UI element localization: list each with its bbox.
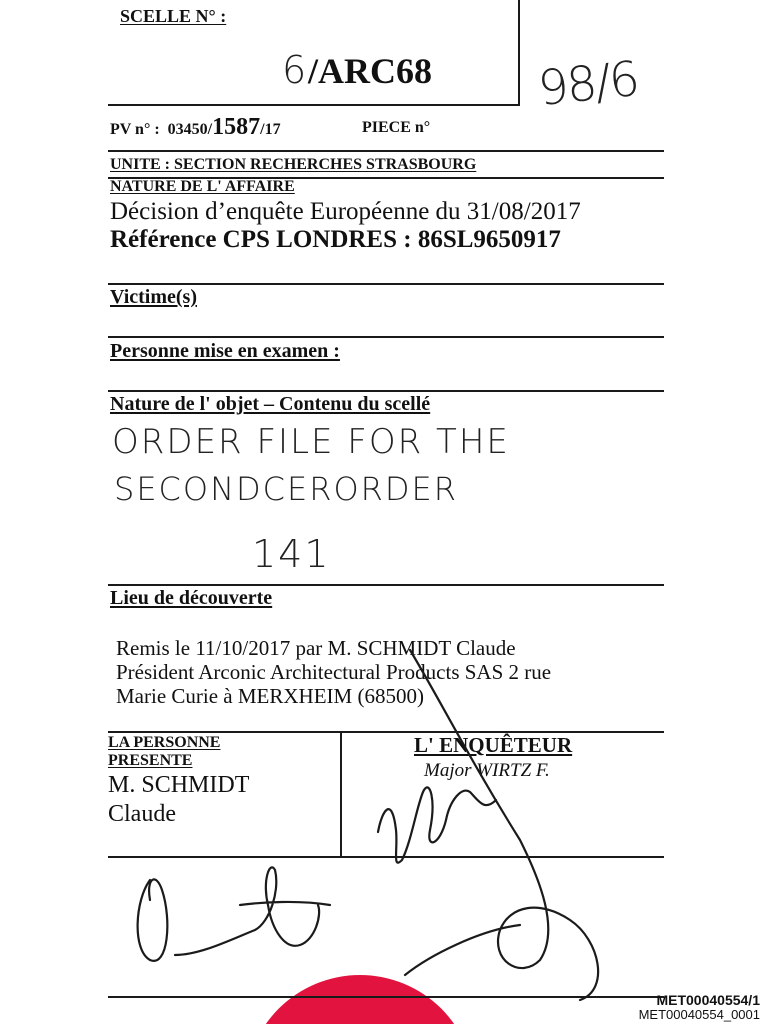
victimes-label: Victime(s): [110, 286, 197, 308]
nature-affaire-label: NATURE DE L' AFFAIRE: [110, 178, 295, 195]
lieu-line-2: Président Arconic Architectural Products SAS 2 rue: [116, 660, 552, 684]
pv-label: PV n° :: [110, 121, 160, 138]
personne-examen-label: Personne mise en examen :: [110, 340, 340, 362]
contenu-hand-line-1: ORDER FILE FOR THE: [112, 422, 510, 462]
affaire-line-2: Référence CPS LONDRES : 86SL9650917: [110, 226, 561, 253]
personne-presente-label-1: LA PERSONNE: [108, 734, 221, 751]
pv-main: 1587: [212, 114, 261, 140]
piece-label: PIECE n°: [362, 119, 431, 136]
lieu-line-1: Remis le 11/10/2017 par M. SCHMIDT Claude: [116, 636, 516, 660]
nature-objet-label: Nature de l' objet – Contenu du scellé: [110, 393, 431, 415]
corner-handwritten-number: 98/6: [535, 50, 641, 118]
personne-presente-name-1: M. SCHMIDT: [108, 772, 250, 798]
stamp-bottom-rule: [108, 996, 664, 998]
scelle-number-handwritten: 6: [282, 48, 307, 92]
lieu-label: Lieu de découverte: [110, 587, 273, 609]
personne-presente-name-2: Claude: [108, 801, 176, 827]
pv-prefix: 03450/: [167, 121, 213, 138]
scelle-label: SCELLE N° :: [120, 6, 227, 26]
affaire-line-1: Décision d’enquête Européenne du 31/08/2017: [110, 198, 581, 225]
lieu-line-3: Marie Curie à MERXHEIM (68500): [116, 684, 424, 708]
pv-suffix: /17: [260, 121, 281, 138]
scelle-number: /ARC68: [308, 51, 432, 91]
footer-reference-1: MET00040554/1: [656, 992, 760, 1008]
contenu-hand-line-3: 141: [252, 532, 331, 576]
footer-reference-2: MET00040554_0001: [638, 1007, 760, 1022]
enqueteur-label: L' ENQUÊTEUR: [414, 733, 573, 757]
unite-line: UNITE : SECTION RECHERCHES STRASBOURG: [110, 156, 477, 173]
personne-presente-label-2: PRESENTE: [108, 752, 193, 769]
contenu-hand-line-2: SECONDCERORDER: [114, 470, 458, 508]
enqueteur-name: Major WIRTZ F.: [424, 760, 550, 781]
